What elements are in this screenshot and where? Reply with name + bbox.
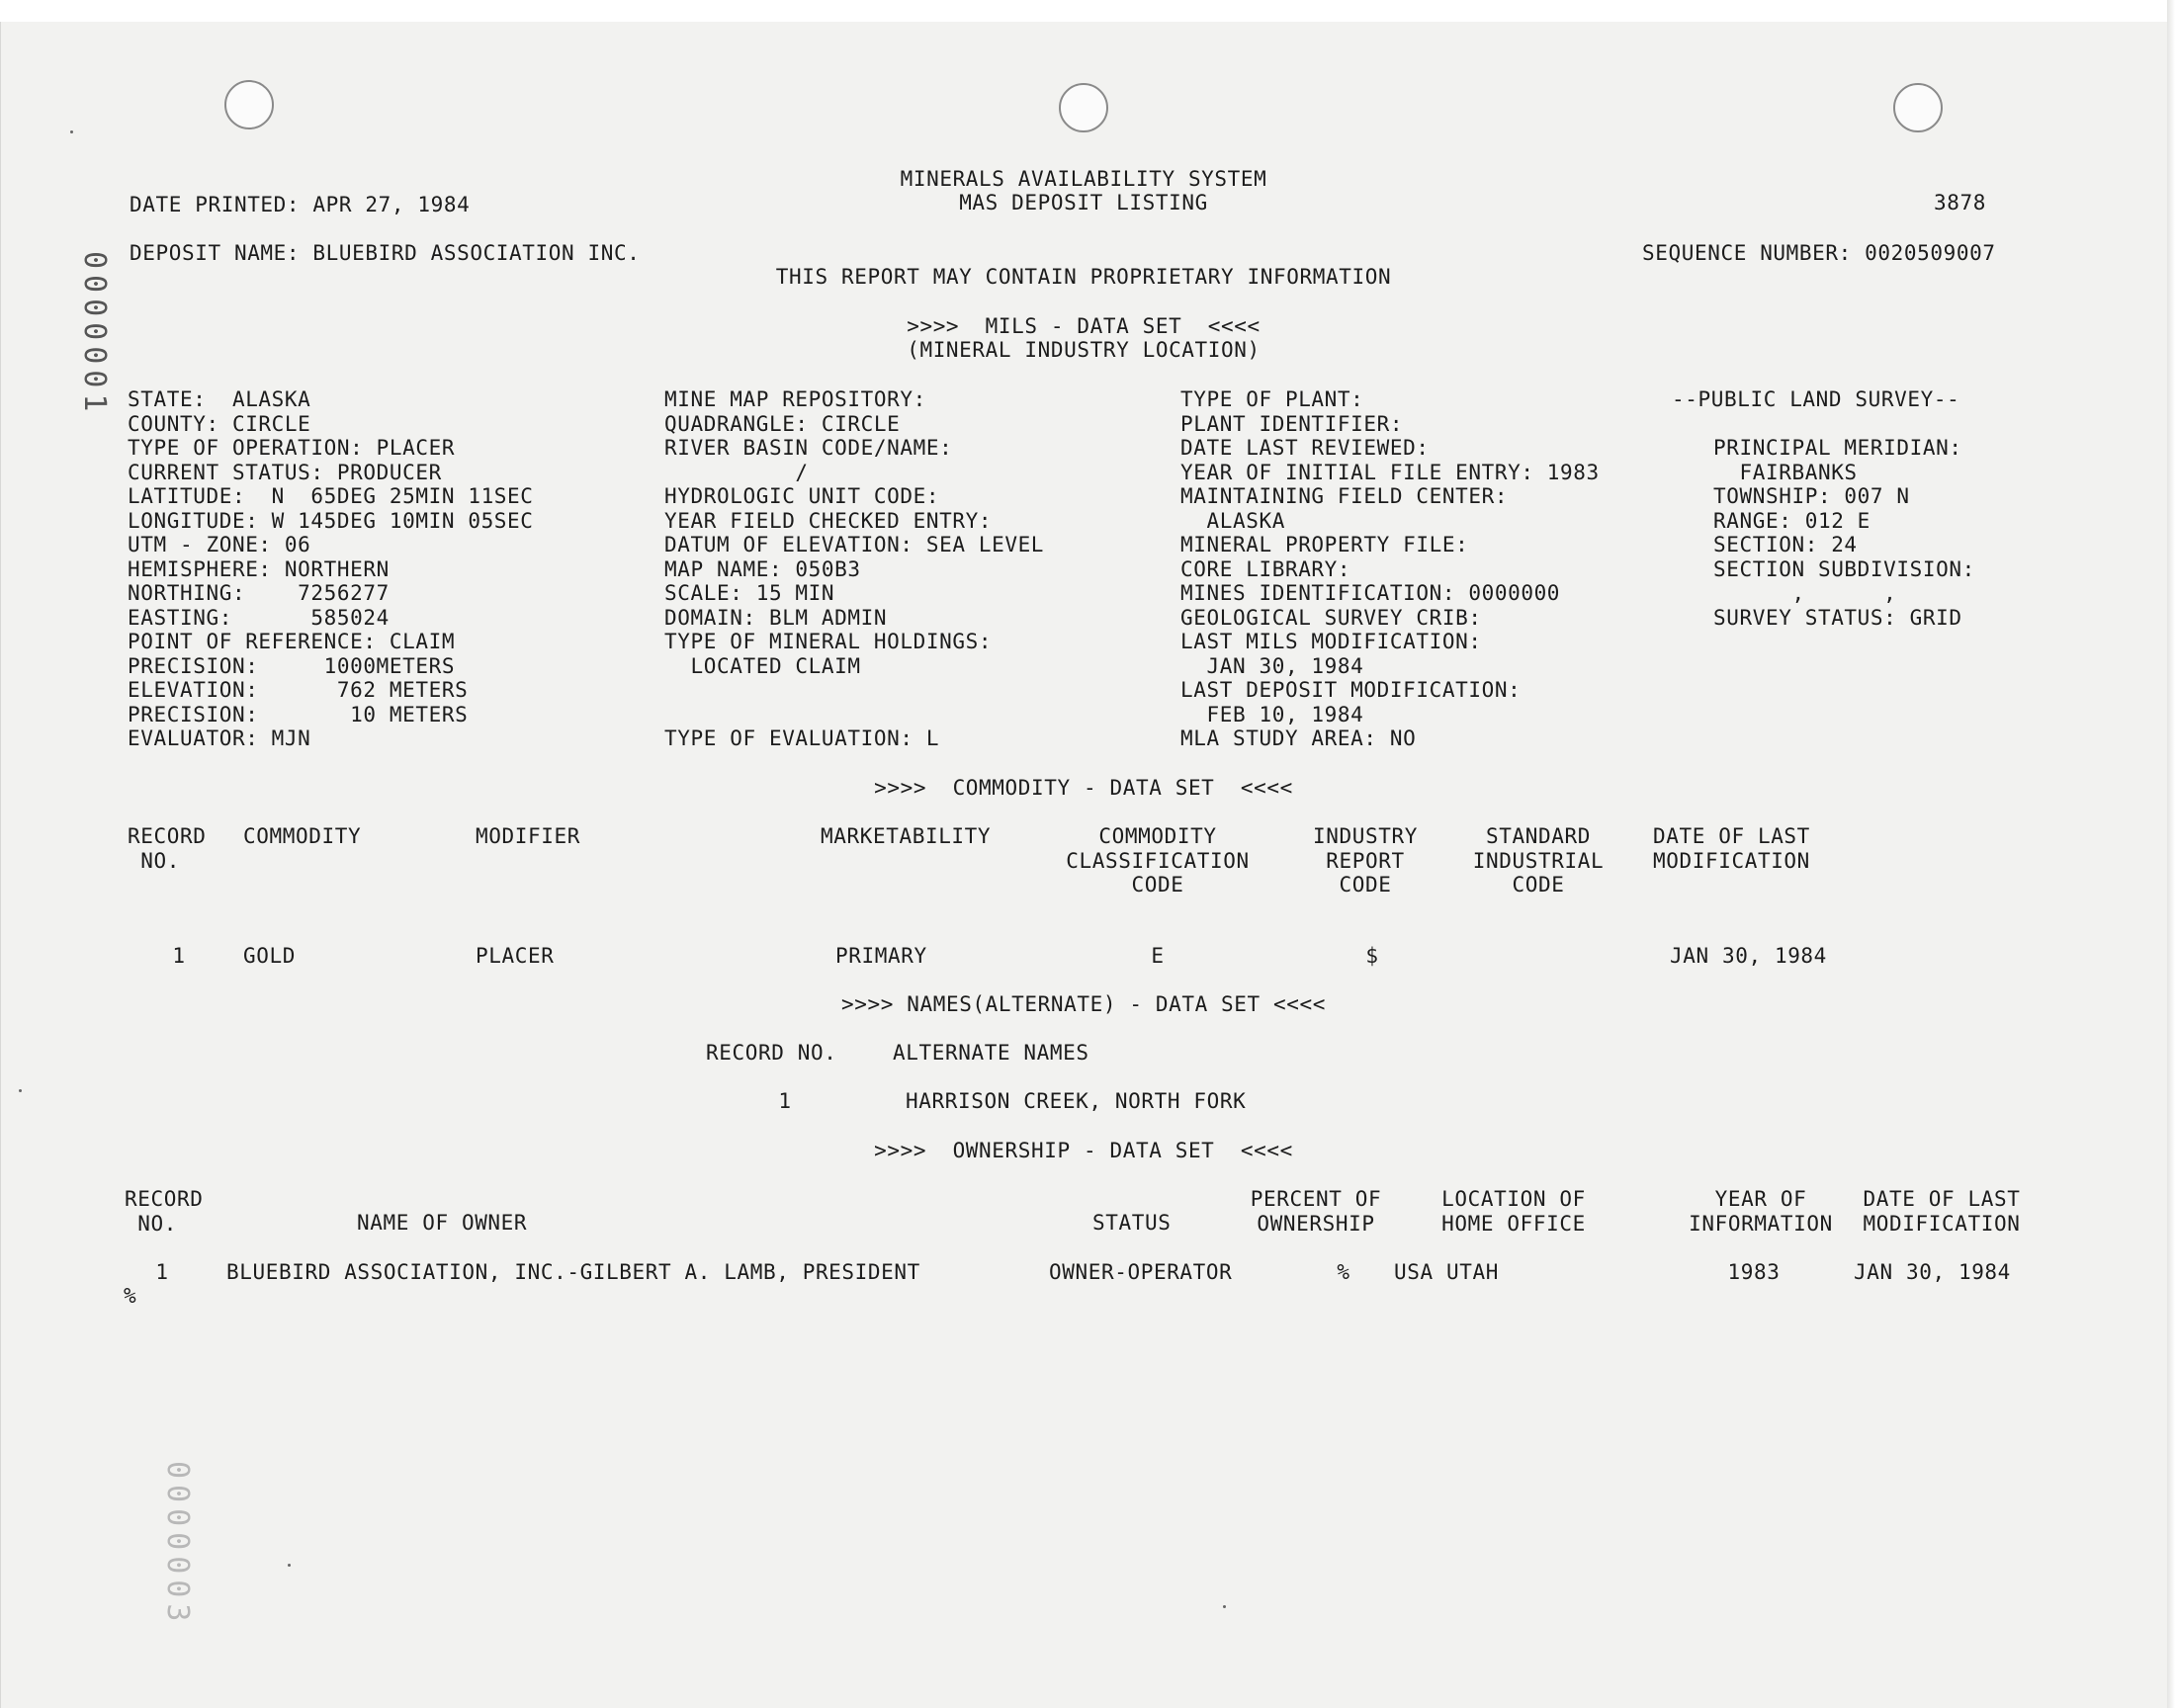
mils-field: YEAR OF INITIAL FILE ENTRY: 1983 [1180, 460, 1600, 484]
punch-hole-left [224, 80, 274, 129]
mils-field: ALASKA [1180, 508, 1285, 533]
mils-field: MINES IDENTIFICATION: 0000000 [1180, 581, 1561, 605]
mils-field: NORTHING: 7256277 [128, 581, 390, 605]
header-date-last-modification: DATE OF LAST MODIFICATION [1653, 824, 1810, 873]
listing-title: MAS DEPOSIT LISTING [959, 191, 1208, 214]
mils-field: SCALE: 15 MIN [664, 581, 835, 605]
cell-year-of-information: 1983 [1727, 1260, 1781, 1284]
mils-field: JAN 30, 1984 [1180, 653, 1364, 678]
mils-field: ELEVATION: 762 METERS [128, 678, 469, 702]
mils-field: EVALUATOR: MJN [128, 726, 311, 750]
header-industry-code: INDUSTRY REPORT CODE [1313, 824, 1418, 897]
mils-field: SURVEY STATUS: GRID [1713, 605, 1962, 630]
ownership-title: >>>> OWNERSHIP - DATA SET <<<< [874, 1139, 1293, 1162]
cell-classification: E [1151, 944, 1165, 968]
header-owner-record-no: RECORD NO. [125, 1187, 204, 1236]
mils-field: TYPE OF EVALUATION: L [664, 726, 940, 750]
mils-field: TOWNSHIP: 007 N [1713, 484, 1910, 508]
cell-marketability: PRIMARY [835, 944, 927, 968]
punch-hole-center [1059, 83, 1108, 132]
mils-field: SECTION SUBDIVISION: [1713, 556, 1975, 581]
system-title: MINERALS AVAILABILITY SYSTEM [900, 167, 1267, 191]
mils-field: DOMAIN: BLM ADMIN [664, 605, 888, 630]
cell-modifier: PLACER [476, 944, 555, 968]
mils-field: RANGE: 012 E [1713, 508, 1870, 533]
cell-owner-status: OWNER-OPERATOR [1049, 1260, 1233, 1284]
mils-field: HYDROLOGIC UNIT CODE: [664, 484, 940, 508]
mils-field: YEAR FIELD CHECKED ENTRY: [664, 508, 993, 533]
mils-field: EASTING: 585024 [128, 605, 390, 630]
header-status: STATUS [1092, 1211, 1172, 1235]
header-commodity: COMMODITY [243, 824, 362, 848]
mils-field: PRINCIPAL MERIDIAN: [1713, 436, 1962, 460]
header-record-no: RECORD NO. [128, 824, 207, 873]
header-name-of-owner: NAME OF OWNER [357, 1211, 528, 1235]
public-land-survey-title: --PUBLIC LAND SURVEY-- [1672, 387, 1960, 411]
mils-subtitle: (MINERAL INDUSTRY LOCATION) [907, 338, 1261, 362]
margin-filmstamp-top: 0000001 [77, 251, 112, 418]
mils-field: POINT OF REFERENCE: CLAIM [128, 630, 456, 653]
mils-title: >>>> MILS - DATA SET <<<< [907, 314, 1261, 338]
deposit-name: DEPOSIT NAME: BLUEBIRD ASSOCIATION INC. [130, 241, 641, 265]
mils-field: MAP NAME: 050B3 [664, 556, 861, 581]
mils-field: FEB 10, 1984 [1180, 702, 1364, 726]
header-alternate-names: ALTERNATE NAMES [893, 1041, 1089, 1065]
mils-field: DATUM OF ELEVATION: SEA LEVEL [664, 533, 1045, 556]
mils-field: TYPE OF OPERATION: PLACER [128, 436, 456, 460]
cell-owner-date-last-modification: JAN 30, 1984 [1854, 1260, 2011, 1284]
header-percent-ownership: PERCENT OF OWNERSHIP [1250, 1187, 1382, 1236]
ownership-footer-mark: % [124, 1284, 137, 1308]
mils-field: , , [1713, 581, 1897, 605]
mils-field: PRECISION: 1000METERS [128, 653, 456, 678]
mils-field: LAST MILS MODIFICATION: [1180, 630, 1482, 653]
mils-field: MINERAL PROPERTY FILE: [1180, 533, 1469, 556]
mils-field: CORE LIBRARY: [1180, 556, 1351, 581]
mils-field: MINE MAP REPOSITORY: [664, 387, 926, 411]
cell-date-last-modification: JAN 30, 1984 [1670, 944, 1827, 968]
cell-home-office: USA UTAH [1394, 1260, 1499, 1284]
mils-field: FAIRBANKS [1713, 460, 1858, 484]
mils-field: STATE: ALASKA [128, 387, 311, 411]
commodity-title: >>>> COMMODITY - DATA SET <<<< [874, 776, 1293, 800]
cell-owner-record-no: 1 [155, 1260, 169, 1284]
mils-field: PRECISION: 10 METERS [128, 702, 469, 726]
punch-hole-right [1893, 83, 1943, 132]
proprietary-notice: THIS REPORT MAY CONTAIN PROPRIETARY INFORMATION [775, 265, 1392, 289]
mils-field: LAST DEPOSIT MODIFICATION: [1180, 678, 1522, 702]
header-marketability: MARKETABILITY [821, 824, 992, 848]
speck [70, 130, 73, 133]
header-modifier: MODIFIER [476, 824, 580, 848]
margin-filmstamp-bottom: 0000003 [160, 1461, 195, 1628]
page-number: 3878 [1934, 191, 1986, 214]
mils-field: LATITUDE: N 65DEG 25MIN 11SEC [128, 484, 534, 508]
mils-field: MAINTAINING FIELD CENTER: [1180, 484, 1509, 508]
cell-commodity: GOLD [243, 944, 296, 968]
header-classification: COMMODITY CLASSIFICATION CODE [1066, 824, 1250, 897]
names-title: >>>> NAMES(ALTERNATE) - DATA SET <<<< [841, 992, 1326, 1016]
document-page [0, 22, 2168, 1708]
cell-percent-ownership: % [1337, 1260, 1350, 1284]
header-year-of-information: YEAR OF INFORMATION [1689, 1187, 1833, 1236]
cell-record-no: 1 [172, 944, 186, 968]
speck [288, 1564, 291, 1567]
header-standard-code: STANDARD INDUSTRIAL CODE [1472, 824, 1605, 897]
page-edge [2167, 0, 2175, 1708]
cell-industry-code: $ [1365, 944, 1379, 968]
header-owner-date-last-modification: DATE OF LAST MODIFICATION [1863, 1187, 2021, 1236]
cell-alternate-name: HARRISON CREEK, NORTH FORK [906, 1089, 1247, 1113]
mils-field: COUNTY: CIRCLE [128, 411, 311, 436]
mils-field: TYPE OF PLANT: [1180, 387, 1364, 411]
sequence-number: SEQUENCE NUMBER: 0020509007 [1642, 241, 1996, 265]
mils-field: LOCATED CLAIM [664, 653, 861, 678]
mils-field: QUADRANGLE: CIRCLE [664, 411, 901, 436]
mils-field: CURRENT STATUS: PRODUCER [128, 460, 442, 484]
header-home-office: LOCATION OF HOME OFFICE [1441, 1187, 1586, 1236]
mils-field: HEMISPHERE: NORTHERN [128, 556, 390, 581]
mils-field: SECTION: 24 [1713, 533, 1858, 556]
date-printed: DATE PRINTED: APR 27, 1984 [130, 193, 471, 216]
cell-names-record-no: 1 [778, 1089, 792, 1113]
mils-field: PLANT IDENTIFIER: [1180, 411, 1404, 436]
mils-field: GEOLOGICAL SURVEY CRIB: [1180, 605, 1482, 630]
mils-field: LONGITUDE: W 145DEG 10MIN 05SEC [128, 508, 534, 533]
speck [1223, 1605, 1226, 1608]
mils-field: / [664, 460, 809, 484]
cell-owner-name: BLUEBIRD ASSOCIATION, INC.-GILBERT A. LAMB, PRESIDENT [226, 1260, 920, 1284]
mils-field: DATE LAST REVIEWED: [1180, 436, 1430, 460]
mils-field: TYPE OF MINERAL HOLDINGS: [664, 630, 993, 653]
mils-field: UTM - ZONE: 06 [128, 533, 311, 556]
speck [19, 1089, 22, 1092]
header-names-record-no: RECORD NO. [706, 1041, 837, 1065]
mils-field: MLA STUDY AREA: NO [1180, 726, 1417, 750]
mils-field: RIVER BASIN CODE/NAME: [664, 436, 953, 460]
